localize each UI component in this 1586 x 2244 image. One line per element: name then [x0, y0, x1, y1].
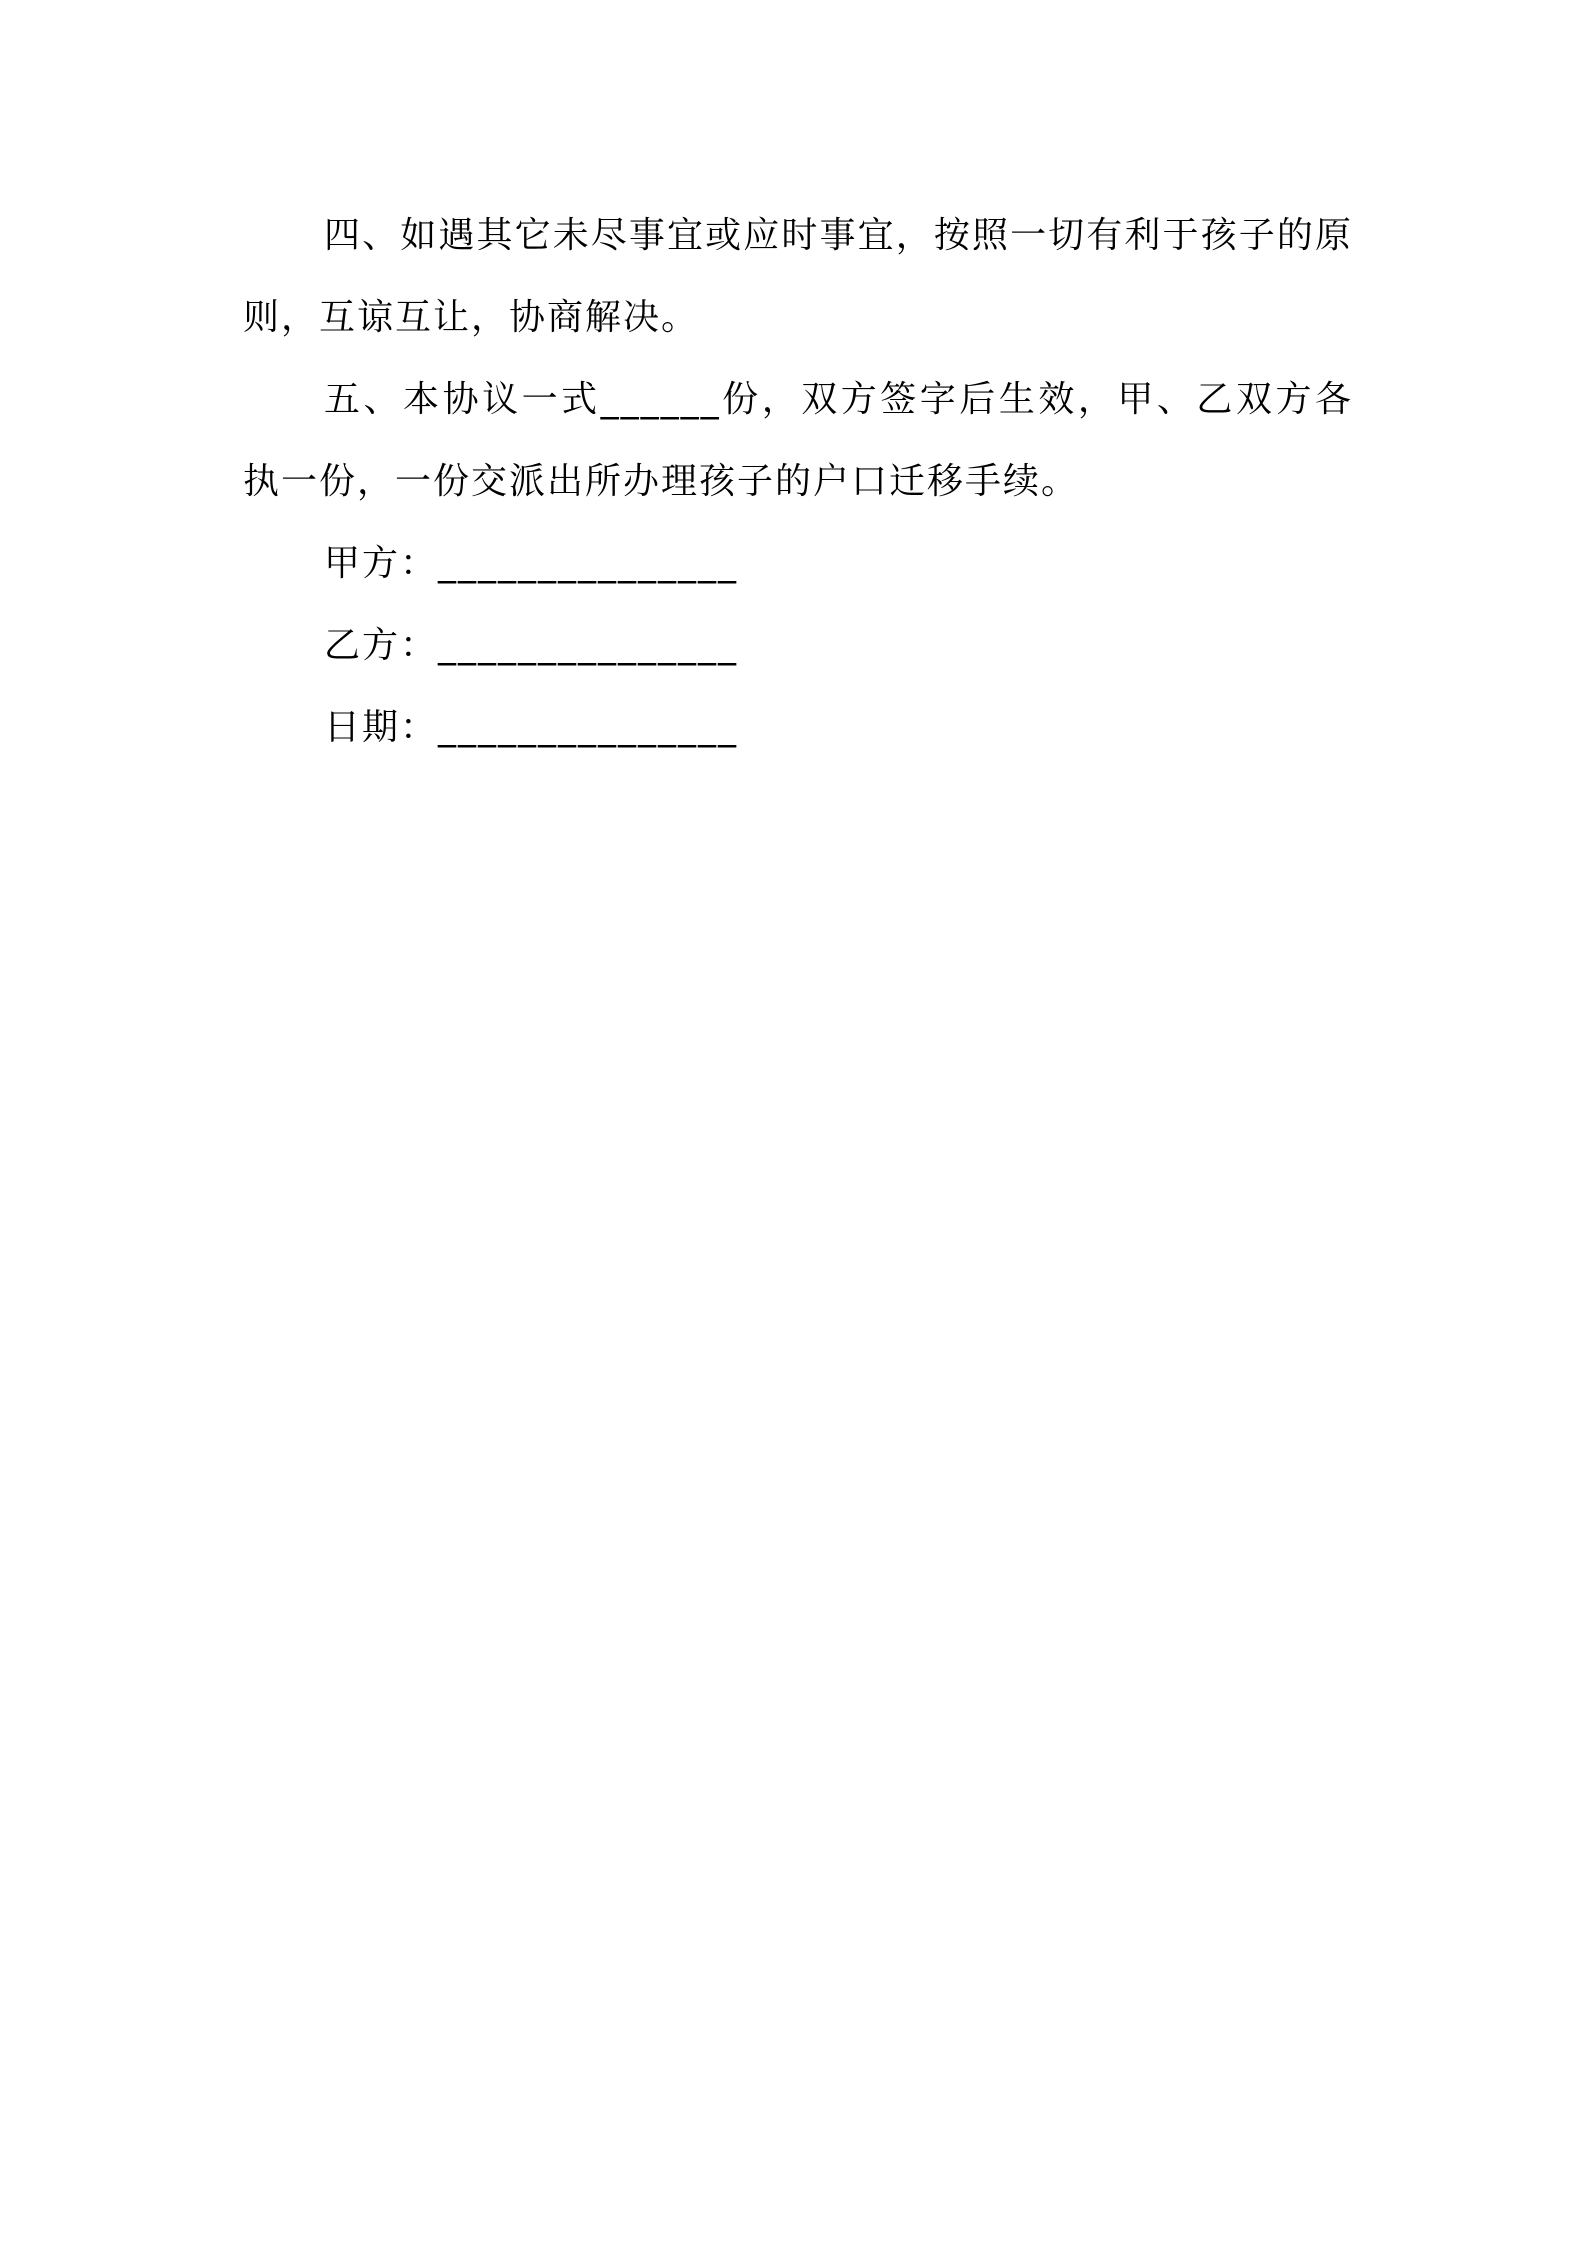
document-body — [243, 195, 1353, 769]
clause-five: 五、本协议一式______份，双方签字后生效，甲、乙双方各执一份，一份交派出所办理孩子的户口迁移手续。 — [243, 379, 1353, 502]
party-a-signature-line: 甲方：_______________ — [324, 543, 739, 584]
party-b-signature-line: 乙方：_______________ — [324, 625, 739, 666]
date-line: 日期：_______________ — [324, 707, 739, 748]
clause-four: 四、如遇其它未尽事宜或应时事宜，按照一切有利于孩子的原则，互谅互让，协商解决。 — [243, 215, 1353, 338]
